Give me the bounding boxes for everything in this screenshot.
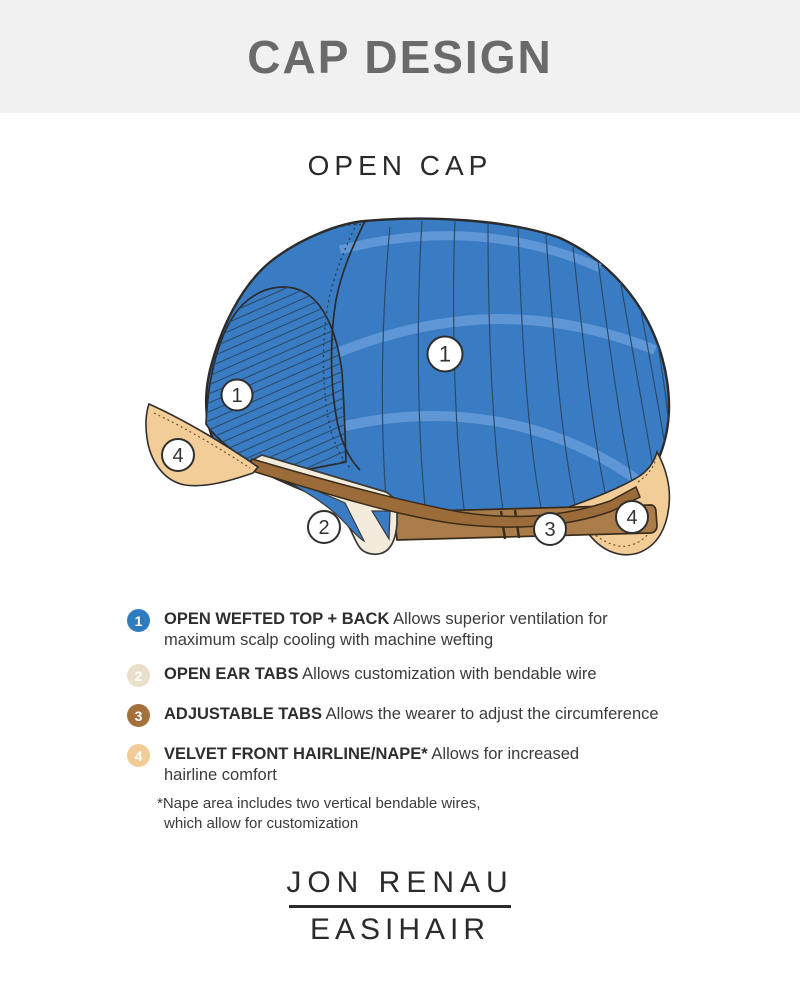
legend-text-3	[164, 704, 659, 725]
legend-item-3	[127, 704, 659, 727]
brand-divider	[289, 905, 511, 908]
legend-label-4: VELVET FRONT HAIRLINE/NAPE*	[164, 745, 428, 763]
svg-text:1: 1	[231, 385, 243, 407]
legend-desc-4: Allows for increased hairline comfort	[164, 745, 580, 784]
legend-label-3: ADJUSTABLE TABS	[164, 705, 322, 723]
legend-text-1	[164, 609, 626, 651]
page-title: CAP DESIGN	[247, 31, 553, 83]
diagram-title: OPEN CAP	[307, 150, 493, 181]
legend-badge-4: 4	[127, 744, 150, 767]
callout-3	[534, 513, 566, 545]
legend-label-2: OPEN EAR TABS	[164, 665, 299, 683]
legend-text-4	[164, 744, 584, 786]
legend-desc-3: Allows the wearer to adjust the circumference	[325, 705, 659, 723]
footnote	[157, 794, 481, 834]
legend-item-1	[127, 609, 626, 651]
svg-text:4: 4	[172, 445, 184, 467]
svg-text:3: 3	[544, 519, 556, 541]
legend-desc-2: Allows customization with bendable wire	[302, 665, 597, 683]
legend-item-4	[127, 744, 584, 786]
legend-badge-1: 1	[127, 609, 150, 632]
callout-1-front	[222, 380, 253, 411]
legend-badge-2: 2	[127, 664, 150, 687]
callout-2	[308, 511, 340, 543]
callout-4-front	[162, 439, 194, 471]
legend-item-2	[127, 664, 597, 687]
legend-desc-1: Allows superior ventilation for maximum scalp cooling with machine wefting	[164, 610, 608, 649]
footer-brand-block	[0, 866, 800, 947]
legend-badge-3: 3	[127, 704, 150, 727]
legend-text-2	[164, 664, 597, 685]
legend-label-1: OPEN WEFTED TOP + BACK	[164, 610, 390, 628]
cap-diagram	[115, 205, 695, 585]
footnote-line-2: which allow for customization	[164, 815, 359, 832]
sub-brand-name: EASIHAIR	[309, 912, 491, 946]
brand-name: JON RENAU	[286, 866, 514, 899]
callout-4-nape	[616, 501, 648, 533]
svg-text:2: 2	[318, 517, 330, 539]
svg-text:1: 1	[438, 341, 452, 367]
svg-text:4: 4	[626, 507, 638, 529]
footnote-line-1: *Nape area includes two vertical bendable wires,	[157, 795, 481, 812]
callout-1-back	[428, 337, 463, 372]
